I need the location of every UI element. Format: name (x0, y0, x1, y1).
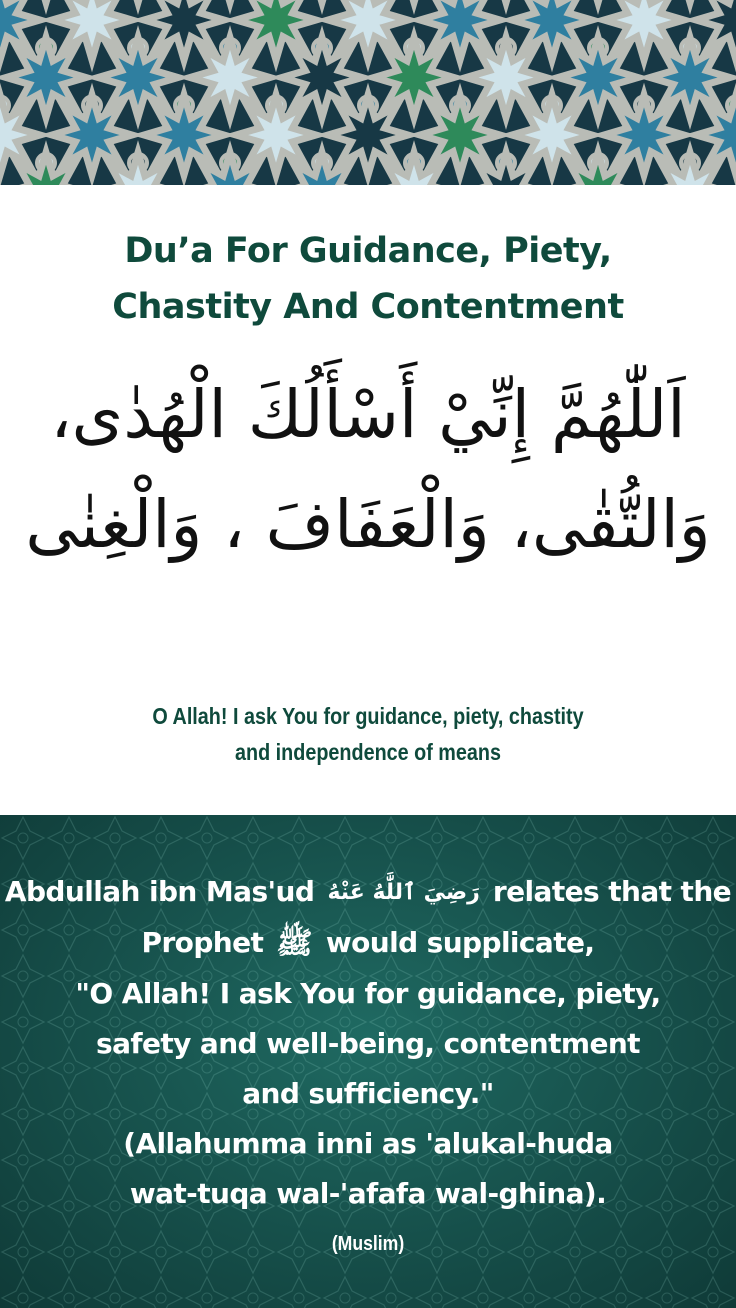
mosaic-star (466, 38, 546, 118)
english-translation (52, 698, 685, 770)
mosaic-banner (0, 0, 736, 185)
narration-line-7: wat-tuqa wal-'afafa wal-ghina). (129, 1177, 607, 1210)
hadith-narration (0, 867, 736, 1219)
salawat-honorific: ﷺ (276, 926, 313, 961)
mosaic-star (512, 95, 592, 175)
mosaic-star (144, 95, 224, 175)
mosaic-star (190, 38, 270, 118)
narration-line-1-end: relates that the (492, 875, 732, 908)
mosaic-star (282, 38, 362, 118)
narration-line-6: (Allahumma inni as 'alukal-huda (123, 1127, 613, 1160)
mosaic-star (6, 38, 86, 118)
mosaic-star (650, 38, 730, 118)
narration-line-5: and sufficiency." (242, 1077, 494, 1110)
mosaic-star (98, 38, 178, 118)
translation-line-2: and independence of means (234, 739, 501, 765)
mosaic-pattern-image (0, 0, 736, 185)
hadith-source: (Muslim) (331, 1233, 405, 1255)
title-line-1: Du’a For Guidance, Piety, (124, 231, 612, 271)
mosaic-star (374, 38, 454, 118)
mosaic-star (420, 95, 500, 175)
narrator-name: Abdullah ibn Mas'ud (4, 875, 315, 908)
mosaic-star (328, 95, 408, 175)
mosaic-star (558, 38, 638, 118)
prophet-text: Prophet (141, 926, 264, 959)
title-line-2: Chastity And Contentment (112, 287, 624, 327)
mosaic-star (236, 95, 316, 175)
narration-line-3: "O Allah! I ask You for guidance, piety, (75, 977, 661, 1010)
narration-line-1 (0, 867, 736, 918)
arabic-line-1: اَللّٰهُمَّ إِنِّيْ أَسْأَلُكَ الْهُدٰى، (50, 376, 686, 453)
arabic-line-2: وَالتُّقٰى، وَالْعَفَافَ ، وَالْغِنٰى (25, 486, 711, 563)
hadith-section (0, 815, 736, 1308)
dua-card (0, 185, 736, 815)
narration-line-2-end: would supplicate, (325, 926, 595, 959)
narration-line-4: safety and well-being, contentment (96, 1027, 640, 1060)
arabic-dua (20, 360, 716, 580)
narration-line-2 (0, 918, 736, 969)
page-title (0, 223, 736, 335)
radiallahu-anhu-honorific: رَضِيَ ٱللَّٰهُ عَنْهُ (327, 880, 480, 905)
translation-line-1: O Allah! I ask You for guidance, piety, chastity (152, 703, 584, 729)
mosaic-star (604, 95, 684, 175)
mosaic-star (52, 95, 132, 175)
